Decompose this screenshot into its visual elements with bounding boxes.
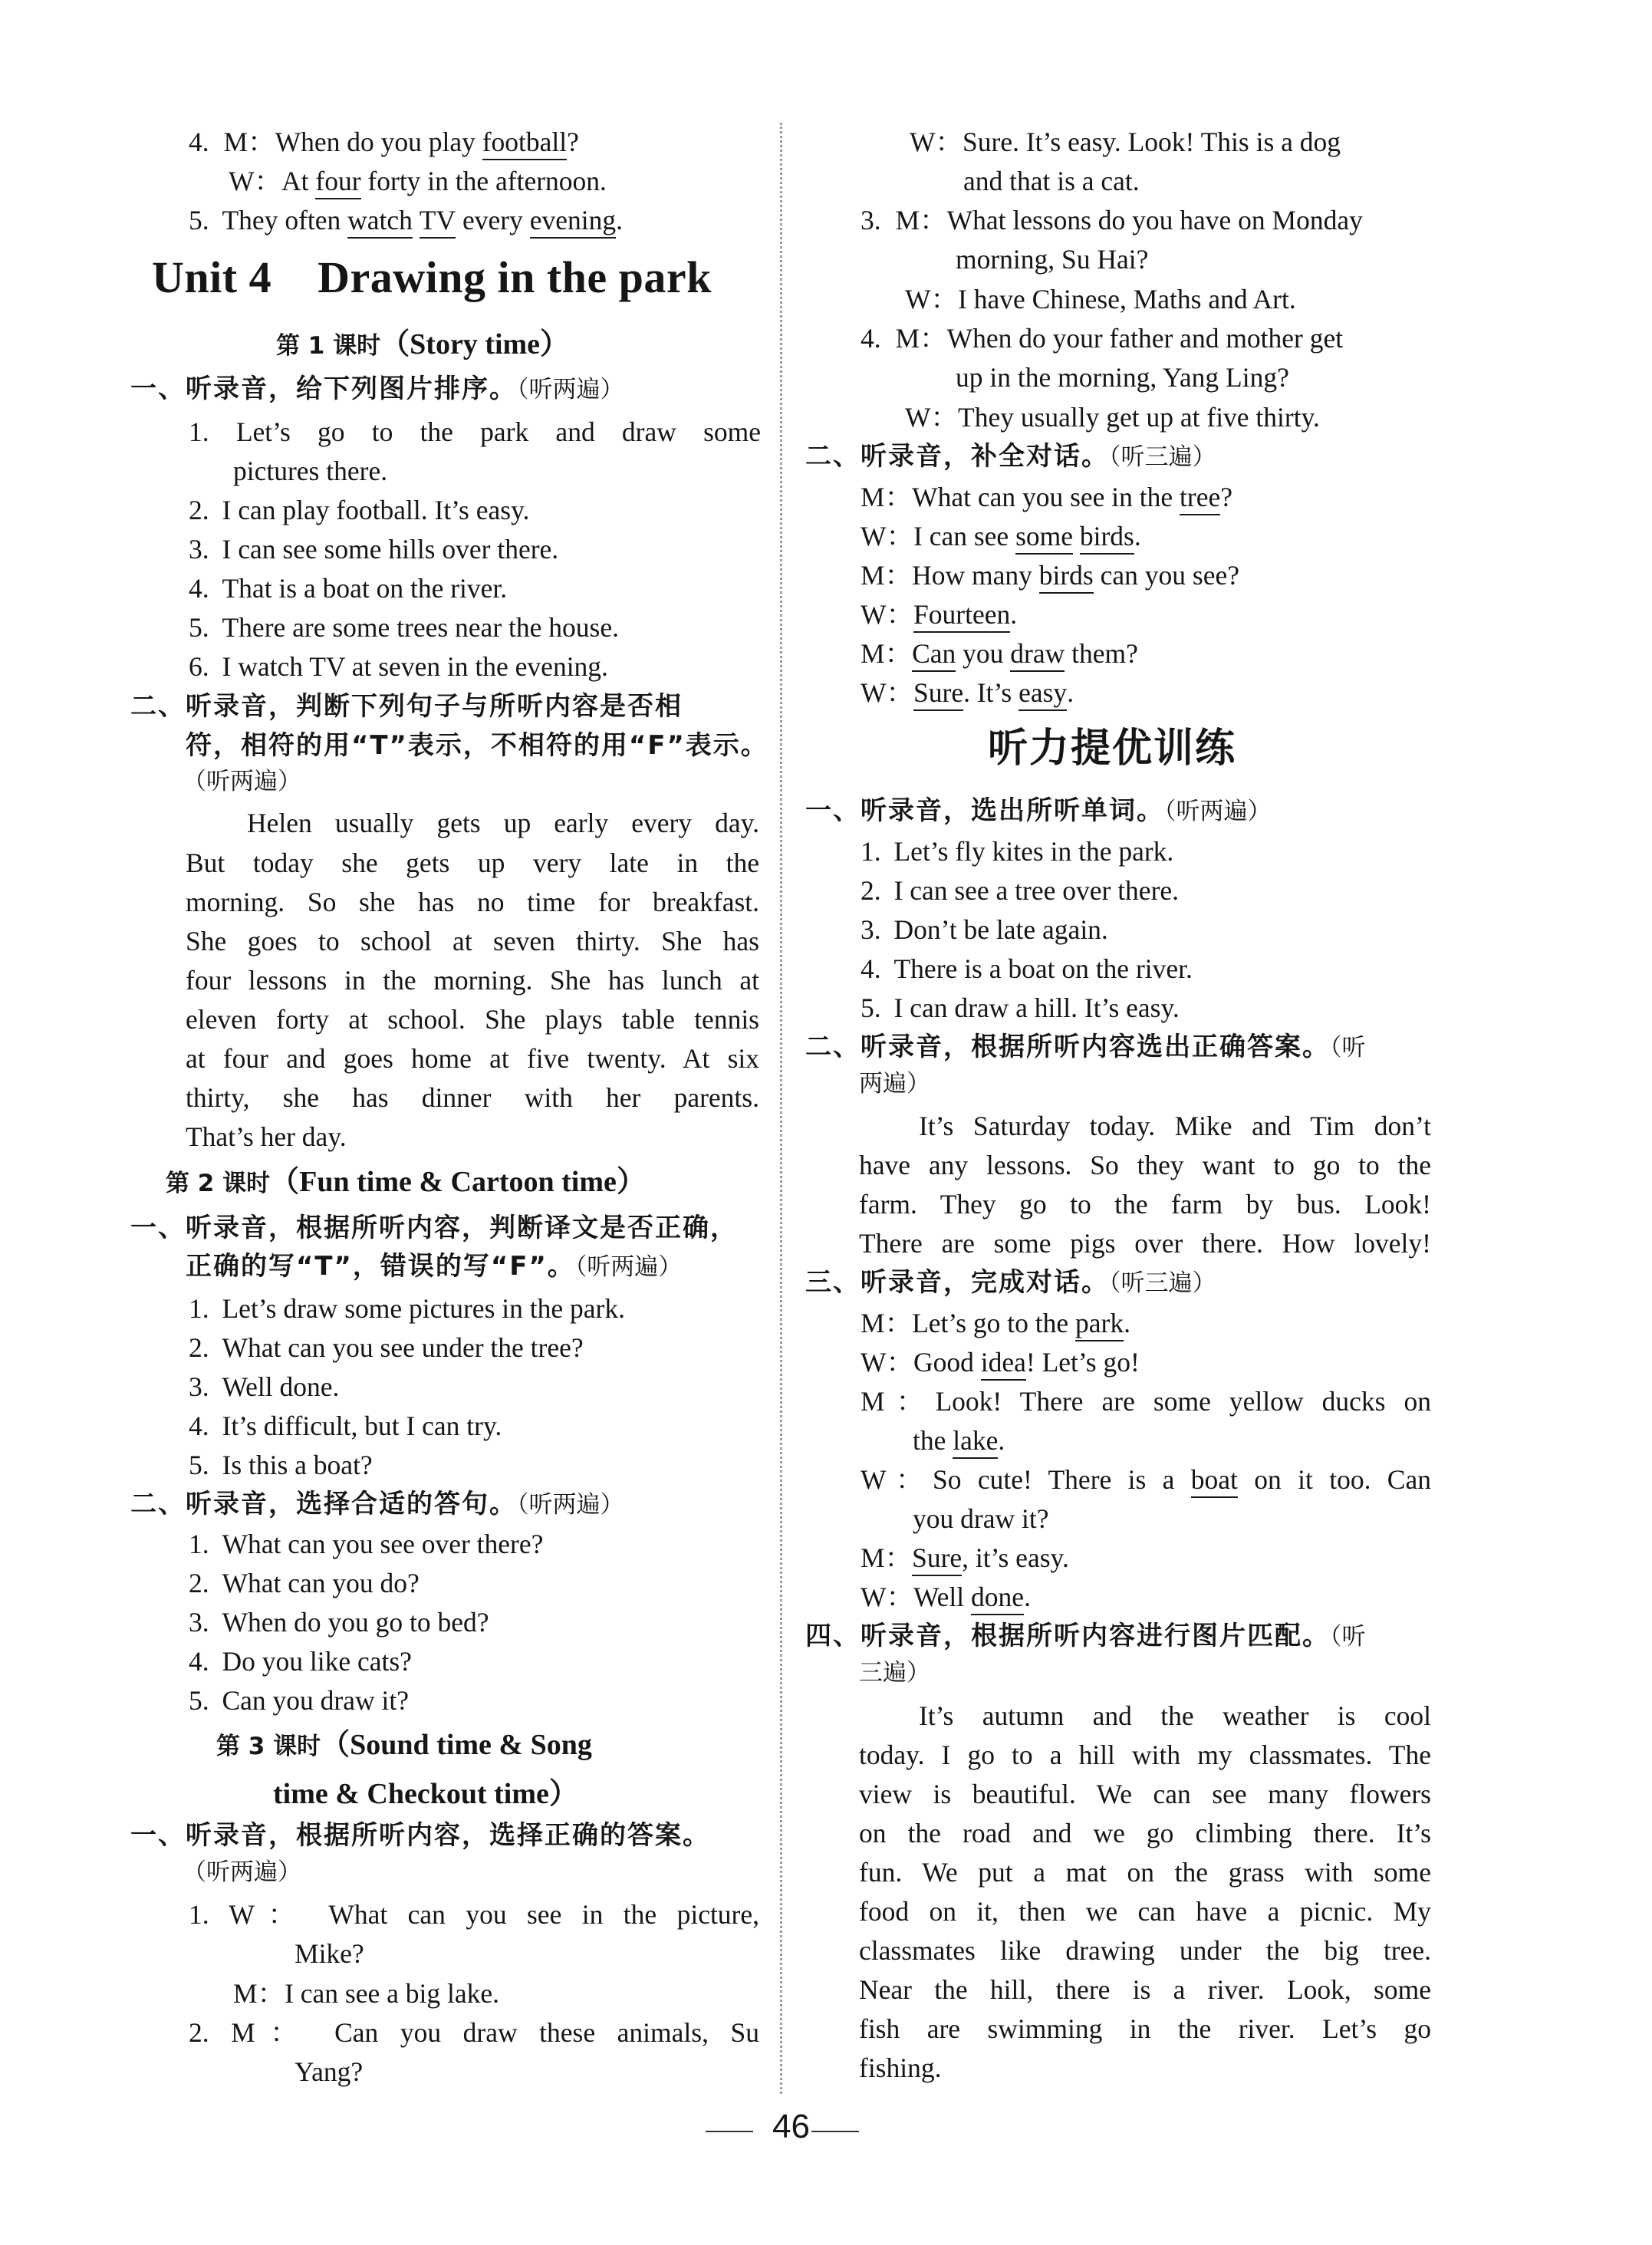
answer-blank: done: [971, 1584, 1024, 1615]
column-divider: [780, 123, 782, 2094]
dialog-line: the lake.: [913, 1427, 1005, 1459]
section-heading: 符，相符的用“T”表示，不相符的用“F”表示。: [186, 730, 768, 761]
lesson-heading: 第 3 课时（Sound time & Song: [216, 1729, 592, 1761]
answer-blank: birds: [1039, 562, 1094, 594]
lesson-heading: 第 2 课时（Fun time & Cartoon time）: [166, 1166, 646, 1198]
dialog-line: W：Sure. It’s easy. Look! This is a dog: [910, 127, 1341, 157]
list-item: 5. I can draw a hill. It’s easy.: [861, 992, 1180, 1023]
dialog-line: W：I have Chinese, Maths and Art.: [905, 284, 1296, 314]
page-number: 46: [772, 2108, 810, 2145]
section-note: （听两遍）: [183, 1858, 301, 1886]
dialog-line: W：Well done.: [861, 1584, 1031, 1615]
answer-blank: boat: [1191, 1466, 1238, 1498]
answer-blank: lake: [953, 1427, 998, 1459]
answer-blank: evening: [530, 207, 616, 239]
list-item: 4. That is a boat on the river.: [189, 573, 508, 604]
dialog-line: W：Sure. It’s easy.: [861, 680, 1074, 711]
answer-blank: Sure: [913, 680, 963, 711]
dialog-line: M：Look! There are some yellow ducks on: [861, 1386, 1431, 1417]
answer-blank: easy: [1019, 680, 1067, 711]
section-heading: 四、听录音，根据所听内容进行图片匹配。（听: [805, 1621, 1366, 1651]
section-heading: 正确的写“T”，错误的写“F”。（听两遍）: [186, 1251, 683, 1282]
answer-blank: tree: [1180, 484, 1220, 515]
page-number-dash-left: [706, 2131, 753, 2132]
answer-blank: Can: [912, 640, 956, 672]
dialog-line: W：At four forty in the afternoon.: [229, 168, 607, 199]
section-heading: 二、听录音，选择合适的答句。（听两遍）: [130, 1489, 624, 1519]
dialog-line: morning, Su Hai?: [956, 244, 1149, 275]
dialog-line: M：What can you see in the tree?: [861, 484, 1232, 515]
dialog-line: and that is a cat.: [963, 166, 1140, 196]
passage-line: food on it, then we can have a picnic. My: [859, 1896, 1431, 1927]
list-item: 5. Is this a boat?: [189, 1450, 373, 1480]
answer-blank: watch: [347, 207, 413, 239]
passage-line: eleven forty at school. She plays table tennis: [186, 1004, 759, 1035]
passage-line: It’s autumn and the weather is cool: [919, 1700, 1431, 1731]
passage-line: at four and goes home at five twenty. At six: [186, 1043, 759, 1074]
answer-blank: some: [1015, 523, 1073, 555]
passage-line: classmates like drawing under the big tree.: [859, 1935, 1431, 1966]
dialog-line: 4. M：When do you play football?: [189, 129, 579, 160]
section-note: （听两遍）: [183, 768, 301, 795]
dialog-line: M：How many birds can you see?: [861, 562, 1239, 594]
list-item: 5. There are some trees near the house.: [189, 612, 619, 643]
list-item: 4. It’s difficult, but I can try.: [189, 1411, 502, 1441]
answer-blank: park: [1075, 1310, 1124, 1341]
lesson-heading: 第 1 课时（Story time）: [276, 328, 570, 360]
page-number-dash-right: [811, 2131, 859, 2132]
passage-line: morning. So she has no time for breakfast.: [186, 887, 759, 917]
dialog-line: Yang?: [295, 2056, 364, 2087]
section-heading: 一、听录音，选出所听单词。（听两遍）: [805, 795, 1272, 826]
answer-blank: idea: [981, 1349, 1026, 1381]
passage-line: There are some pigs over there. How lovely!: [859, 1228, 1431, 1259]
passage-line: Helen usually gets up early every day.: [247, 808, 759, 838]
passage-line: It’s Saturday today. Mike and Tim don’t: [919, 1111, 1431, 1141]
list-item: 2. What can you see under the tree?: [189, 1332, 584, 1363]
answer-blank: birds: [1080, 523, 1134, 555]
answer-blank: four: [315, 168, 360, 199]
practice-title: 听力提优训练: [988, 726, 1237, 772]
list-item: 3. Well done.: [189, 1371, 340, 1402]
section-heading: 二、听录音，判断下列句子与所听内容是否相: [130, 691, 683, 722]
passage-line: four lessons in the morning. She has lunch at: [186, 965, 759, 996]
list-item: 3. Don’t be late again.: [861, 914, 1108, 945]
passage-line: on the road and we go climbing there. It’s: [859, 1818, 1431, 1848]
dialog-line: Mike?: [295, 1938, 364, 1969]
unit-title: Unit 4 Drawing in the park: [152, 252, 712, 302]
list-item: 2. I can see a tree over there.: [861, 875, 1180, 906]
lesson-heading: time & Checkout time）: [273, 1778, 578, 1810]
dialog-line: M：I can see a big lake.: [233, 1978, 499, 2009]
passage-line: today. I go to a hill with my classmates. The: [859, 1740, 1431, 1770]
answer-blank: Fourteen: [913, 601, 1010, 633]
list-item: 5. Can you draw it?: [189, 1685, 410, 1716]
dialog-line: M：Sure, it’s easy.: [861, 1545, 1069, 1576]
dialog-line: you draw it?: [913, 1503, 1049, 1534]
section-heading: 三、听录音，完成对话。（听三遍）: [805, 1267, 1216, 1298]
dialog-line: 4. M：When do your father and mother get: [861, 323, 1344, 354]
list-item: 1. What can you see over there?: [189, 1529, 544, 1559]
section-heading: 二、听录音，根据所听内容选出正确答案。（听: [805, 1032, 1366, 1062]
list-item: pictures there.: [233, 456, 388, 486]
answer-blank: Sure: [912, 1545, 962, 1576]
dialog-line: W：I can see some birds.: [861, 523, 1141, 555]
section-note: 两遍）: [859, 1070, 930, 1098]
list-item: 3. I can see some hills over there.: [189, 534, 559, 565]
dialog-line: W：They usually get up at five thirty.: [905, 402, 1320, 433]
passage-line: But today she gets up very late in the: [186, 848, 759, 878]
answer-blank: football: [482, 129, 567, 160]
list-item: 1. Let’s go to the park and draw some: [189, 416, 762, 447]
dialog-line: 5. They often watch TV every evening.: [189, 207, 623, 239]
list-item: 1. Let’s fly kites in the park.: [861, 836, 1174, 867]
dialog-line: W：Good idea! Let’s go!: [861, 1349, 1140, 1381]
passage-line: view is beautiful. We can see many flowers: [859, 1779, 1431, 1809]
dialog-line: M：Let’s go to the park.: [861, 1310, 1130, 1341]
passage-line: She goes to school at seven thirty. She has: [186, 926, 759, 956]
passage-line: fun. We put a mat on the grass with some: [859, 1857, 1431, 1888]
list-item: 4. Do you like cats?: [189, 1646, 412, 1677]
passage-line: fishing.: [859, 2052, 942, 2083]
list-item: 2. What can you do?: [189, 1568, 420, 1598]
passage-line: That’s her day.: [186, 1121, 347, 1152]
passage-line: thirty, she has dinner with her parents.: [186, 1082, 759, 1113]
passage-line: Near the hill, there is a river. Look, some: [859, 1974, 1431, 2005]
section-heading: 一、听录音，根据所听内容，选择正确的答案。: [130, 1820, 710, 1851]
dialog-line: W：Fourteen.: [861, 601, 1017, 633]
list-item: 4. There is a boat on the river.: [861, 953, 1193, 984]
dialog-line: 2. M： Can you draw these animals, Su: [189, 2017, 759, 2048]
answer-blank: TV: [420, 207, 456, 239]
dialog-line: M：Can you draw them?: [861, 640, 1138, 672]
section-heading: 一、听录音，给下列图片排序。（听两遍）: [130, 374, 624, 404]
list-item: 6. I watch TV at seven in the evening.: [189, 651, 608, 682]
list-item: 1. Let’s draw some pictures in the park.: [189, 1293, 625, 1324]
passage-line: farm. They go to the farm by bus. Look!: [859, 1189, 1431, 1220]
passage-line: have any lessons. So they want to go to the: [859, 1150, 1431, 1180]
dialog-line: up in the morning, Yang Ling?: [956, 362, 1289, 393]
section-note: 三遍）: [859, 1659, 930, 1687]
dialog-line: 3. M：What lessons do you have on Monday: [861, 205, 1363, 235]
dialog-line: W：So cute! There is a boat on it too. Can: [861, 1466, 1431, 1498]
section-heading: 二、听录音，补全对话。（听三遍）: [805, 441, 1216, 472]
dialog-line: 1. W： What can you see in the picture,: [189, 1899, 760, 1930]
list-item: 3. When do you go to bed?: [189, 1607, 489, 1638]
section-heading: 一、听录音，根据所听内容，判断译文是否正确，: [130, 1213, 738, 1243]
answer-blank: draw: [1010, 640, 1065, 672]
passage-line: fish are swimming in the river. Let’s go: [859, 2013, 1431, 2044]
list-item: 2. I can play football. It’s easy.: [189, 495, 530, 525]
